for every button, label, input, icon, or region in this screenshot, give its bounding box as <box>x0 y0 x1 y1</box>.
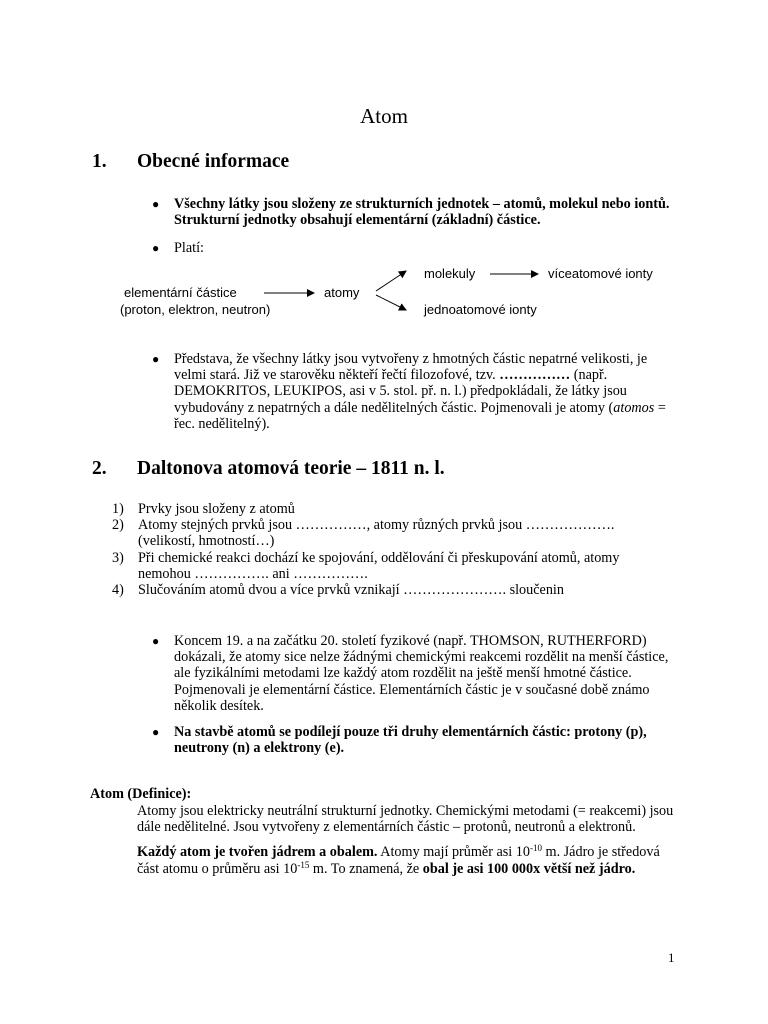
diagram-arrow-up <box>376 271 406 291</box>
section-1-number: 1. <box>92 151 107 172</box>
page-title: Atom <box>360 104 408 128</box>
page-number: 1 <box>668 950 675 965</box>
bullet-icon: ● <box>152 352 160 366</box>
diagram-atoms: atomy <box>324 285 360 300</box>
list-item: 1) Prvky jsou složeny z atomů <box>112 501 295 517</box>
diagram-elementary-particles: elementární částice <box>124 285 237 300</box>
definition-body <box>137 803 677 877</box>
list-item: 4) Slučováním atomů dvou a více prvků vznikají …………………. sloučenin <box>112 582 564 599</box>
section-2-title: Daltonova atomová teorie – 1811 n. l. <box>137 458 445 479</box>
bullet-text-physicists: Koncem 19. a na začátku 20. století fyzikové (např. THOMSON, RUTHERFORD) dokázali, že atomy sice nelze žádnými chemickými reakcemi rozdělit na menší částice, ale fyzikálními metodami lze každý atom rozdělit na ještě menší hmotné částice. Pojmenovali je elementární částice. Elementárních částic je v současné době známo několik desítek. <box>174 633 669 714</box>
dalton-list <box>112 501 672 598</box>
bullet-text-plati: Platí: <box>174 240 204 256</box>
list-item: 2) Atomy stejných prvků jsou ……………, atomy různých prvků jsou ………………. (velikostí, hmotností…) <box>112 517 615 550</box>
section-2-number: 2. <box>92 458 107 479</box>
bullet-icon: ● <box>152 197 160 211</box>
bullet-icon: ● <box>152 241 160 255</box>
bullet-text-three-particles: Na stavbě atomů se podílejí pouze tři druhy elementárních částic: protony (p), neutrony (n) a elektrony (e). <box>174 724 647 757</box>
bullet-text-substances: Všechny látky jsou složeny ze strukturních jednotek – atomů, molekul nebo iontů. Strukturní jednotky obsahují elementární (základní) částice. <box>174 196 670 229</box>
diagram-polyatomic-ions: víceatomové ionty <box>548 266 653 281</box>
definition-paragraph-2: Každý atom je tvořen jádrem a obalem. Atomy mají průměr asi $10^{-10}$ m. Jádro je středová část atomu o průměru asi $10^{-15}$ m. To znamená, že obal je asi 100 000x větší než jádro. <box>137 843 660 877</box>
list-item: 3) Při chemické reakci dochází ke spojování, oddělování či přeskupování atomů, atomy nemohou ……………. ani ……………. <box>112 549 620 582</box>
definition-paragraph-1: Atomy jsou elektricky neutrální strukturní jednotky. Chemickými metodami (= reakcemi) jsou dále nedělitelné. Jsou vytvořeny z elementárních částic – protonů, neutronů a elektronů. <box>137 803 674 836</box>
bullet-icon: ● <box>152 725 160 739</box>
diagram-particles-list: (proton, elektron, neutron) <box>120 302 271 317</box>
section-1-title: Obecné informace <box>137 151 290 172</box>
bullet-text-history: Představa, že všechny látky jsou vytvořeny z hmotných částic nepatrné velikosti, je velmi stará. Již ve starověku někteří řečtí filozofové, tzv. …………… (např. DEMOKRITOS, LEUKIPOS, asi v 5. stol. př. n. l.) předpokládali, že látky jsou vybudovány z nepatrných a dále nedělitelných částic. Pojmenovali je atomy (atomos = řec. nedělitelný). <box>174 351 666 432</box>
definition-heading: Atom (Definice): <box>90 786 192 802</box>
particle-diagram <box>118 258 678 324</box>
diagram-arrow-down <box>376 295 406 310</box>
diagram-molecules: molekuly <box>424 266 476 281</box>
diagram-monoatomic-ions: jednoatomové ionty <box>424 302 537 317</box>
bullet-icon: ● <box>152 634 160 648</box>
